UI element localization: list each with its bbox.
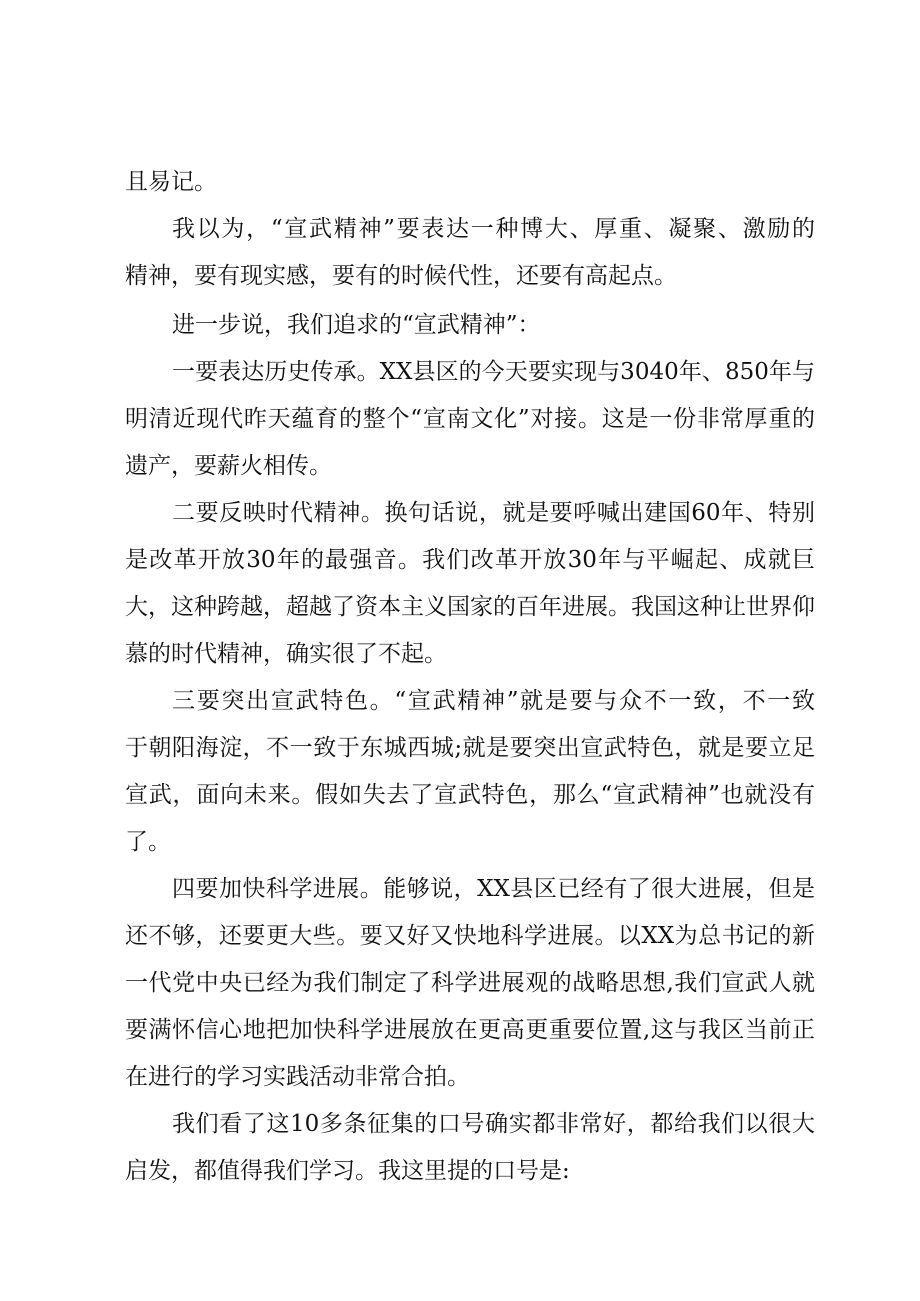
paragraph-line: 于朝阳海淀，不一致于东城西城;就是要突出宣武特色，就是要立足 (125, 735, 815, 761)
paragraph-line: 要满怀信心地把加快科学进展放在更高更重要位置,这与我区当前正 (125, 1017, 815, 1043)
paragraph-line: 还不够，还要更大些。要又好又快地科学进展。以XX为总书记的新 (125, 923, 815, 949)
paragraph-line: 明清近现代昨天蕴育的整个“宣南文化”对接。这是一份非常厚重的 (125, 406, 815, 432)
paragraph-line: 在进行的学习实践活动非常合拍。 (125, 1064, 470, 1090)
paragraph-line: 一代党中央已经为我们制定了科学进展观的战略思想,我们宣武人就 (125, 970, 815, 996)
paragraph-line: 大，这种跨越，超越了资本主义国家的百年进展。我国这种让世界仰 (125, 594, 815, 620)
paragraph-line: 精神，要有现实感，要有的时候代性，还要有高起点。 (125, 263, 677, 289)
paragraph-line: 是改革开放30年的最强音。我们改革开放30年与平崛起、成就巨 (125, 547, 815, 573)
paragraph-line: 四要加快科学进展。能够说，XX县区已经有了很大进展，但是 (172, 876, 815, 902)
paragraph-line: 遗产，要薪火相传。 (125, 453, 332, 479)
paragraph-line: 一要表达历史传承。XX县区的今天要实现与3040年、850年与 (172, 359, 815, 385)
paragraph-line: 慕的时代精神，确实很了不起。 (125, 641, 447, 667)
paragraph-line: 启发，都值得我们学习。我这里提的口号是: (125, 1158, 570, 1184)
paragraph-line: 三要突出宣武特色。“宣武精神”就是要与众不一致，不一致 (172, 688, 815, 714)
paragraph-line: 了。 (125, 829, 171, 855)
paragraph-line: 宣武，面向未来。假如失去了宣武特色，那么“宣武精神”也就没有 (125, 782, 815, 808)
paragraph-line: 且易记。 (125, 169, 217, 195)
paragraph-line: 二要反映时代精神。换句话说，就是要呼喊出建国60年、特别 (172, 500, 815, 526)
paragraph-line: 进一步说，我们追求的“宣武精神”： (172, 312, 541, 338)
paragraph-line: 我以为，“宣武精神”要表达一种博大、厚重、凝聚、激励的 (172, 216, 815, 242)
paragraph-line: 我们看了这10多条征集的口号确实都非常好，都给我们以很大 (172, 1111, 815, 1137)
